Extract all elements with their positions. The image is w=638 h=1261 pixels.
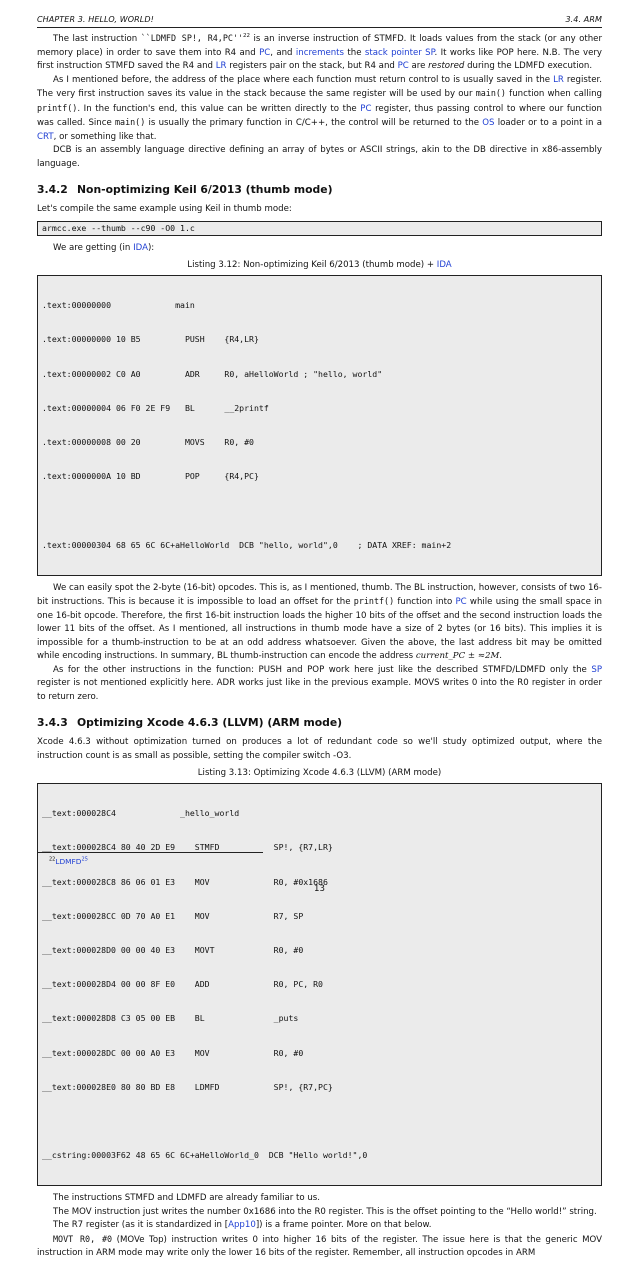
- code-line: [42, 1116, 597, 1127]
- paragraph-compile-intro: Let's compile the same example using Keil in thumb mode:: [37, 204, 292, 214]
- code-line: __text:000028E0 80 80 BD E8 LDMFD SP!, {R7,PC}: [42, 1081, 333, 1092]
- page-body: [37, 32, 602, 1261]
- link-pc[interactable]: PC: [455, 597, 467, 608]
- listing-3-12: [37, 275, 602, 575]
- link-pc[interactable]: PC: [360, 103, 372, 114]
- paragraph-return-address: As I mentioned before, the address of the place where each function must return control to is usually saved in the LR register. The very first instruction saves its value in the stack because the same register will be used by our main() function when calling printf(). In the function's end, this value can be written directly to the PC register, thus passing control to where our function was called. Since main() is usually the primary function in C/C++, the control will be returned to the OS loader or to a point in a CRT, or something like that.: [37, 74, 602, 142]
- link-ida[interactable]: IDA: [436, 260, 452, 271]
- code-line: .text:00000000 main: [42, 300, 195, 311]
- link-os[interactable]: OS: [482, 118, 495, 128]
- paragraph-getting: We are getting (in IDA):: [53, 242, 155, 253]
- code-line: .text:00000000 10 B5 PUSH {R4,LR}: [42, 334, 259, 345]
- code-line: .text:00000002 C0 A0 ADR R0, aHelloWorld ; "hello, world": [42, 368, 383, 379]
- link-pc[interactable]: PC: [397, 61, 409, 71]
- link-ida[interactable]: IDA: [133, 242, 148, 253]
- link-crt[interactable]: CRT: [37, 131, 54, 142]
- code-line: __cstring:00003F62 48 65 6C 6C+aHelloWorld_0 DCB "Hello world!",0: [42, 1150, 368, 1161]
- page-number: 13: [314, 884, 325, 894]
- listing-caption-3-12: Listing 3.12: Non-optimizing Keil 6/2013 (thumb mode) + IDA: [187, 260, 452, 271]
- link-lr[interactable]: LR: [215, 61, 227, 71]
- code-line: .text:0000000A 10 BD POP {R4,PC}: [42, 471, 259, 482]
- paragraph-stmfd-familiar: The instructions STMFD and LDMFD are already familiar to us.: [53, 1193, 321, 1204]
- paragraph-thumb-opcodes: We can easily spot the 2-byte (16-bit) opcodes. This is, as I mentioned, thumb. The BL instruction, however, consists of two 16-bit instructions. This is because it is impossible to load an offset for the printf() function into PC while using the small space in one 16-bit opcode. Therefore, the first 16-bit instruction loads the higher 10 bits of the offset and the second instruction loads the lower 11 bits of the offset. As I mentioned, all instructions in thumb mode have a size of 2 bytes (or 16 bits). This implies it is impossible for a thumb-instruction to be at an odd address whatsoever. Given the above, the last address bit may be omitted while encoding instructions. In summary, BL thumb-instruction can encode the address current_PC ± ≈2M.: [37, 582, 602, 662]
- code-line: .text:00000004 06 F0 2E F9 BL __2printf: [42, 402, 269, 413]
- link-increments[interactable]: increments: [295, 47, 345, 58]
- code-line: [42, 505, 597, 516]
- header-chapter: CHAPTER 3. HELLO, WORLD!: [37, 15, 154, 24]
- command-box: armcc.exe --thumb --c90 -O0 1.c: [37, 221, 602, 236]
- paragraph-r7: The R7 register (as it is standardized in [App10]) is a frame pointer. More on that below.: [53, 1220, 432, 1231]
- listing-3-13: [37, 783, 602, 1186]
- link-pc[interactable]: PC: [259, 47, 271, 58]
- math-expression: current_PC ± ≈2M: [415, 651, 500, 662]
- link-ldmfd[interactable]: LDMFD: [55, 857, 82, 866]
- paragraph-movt: MOVT R0, #0 (MOVe Top) instruction writes 0 into higher 16 bits of the register. The issue here is that the generic MOV instruction in ARM mode may write only the lower 16 bits of the register. Remember, all instruction opcodes in ARM: [37, 1233, 602, 1259]
- code-line: .text:00000304 68 65 6C 6C+aHelloWorld DCB "hello, world",0 ; DATA XREF: main+2: [42, 539, 452, 550]
- running-header: [37, 15, 602, 27]
- header-section: 3.4. ARM: [565, 15, 602, 24]
- code-line: __text:000028DC 00 00 A0 E3 MOV R0, #0: [42, 1047, 304, 1058]
- link-sp[interactable]: SP: [591, 664, 602, 675]
- section-heading-3-4-2: 3.4.2 Non-optimizing Keil 6/2013 (thumb mode): [37, 183, 333, 196]
- link-lr[interactable]: LR: [553, 74, 564, 85]
- paragraph-mov: The MOV instruction just writes the number 0x1686 into the R0 register. This is the offset pointing to the “Hello world!” string.: [53, 1206, 597, 1217]
- code-line: __text:000028D0 00 00 40 E3 MOVT R0, #0: [42, 944, 304, 955]
- document-page: [37, 0, 603, 1259]
- link-stack-pointer[interactable]: stack pointer SP: [364, 47, 435, 58]
- footnote-ref: 22: [243, 33, 251, 40]
- footnote: $^{22}$LDMFD$^{25}$: [49, 856, 88, 866]
- code-line: __text:000028C4 80 40 2D E9 STMFD SP!, {R7,LR}: [42, 842, 333, 853]
- paragraph-dcb: DCB is an assembly language directive defining an array of bytes or ASCII strings, akin to the DB directive in x86-assembly language.: [37, 145, 602, 169]
- code-line: __text:000028D8 C3 05 00 EB BL _puts: [42, 1013, 299, 1024]
- listing-caption-3-13: Listing 3.13: Optimizing Xcode 4.6.3 (LLVM) (ARM mode): [197, 768, 442, 779]
- section-heading-3-4-3: 3.4.3 Optimizing Xcode 4.6.3 (LLVM) (ARM mode): [37, 716, 343, 730]
- paragraph-ldmfd: The last instruction ``LDMFD SP!, $R4,PC''^{22}$ is an inverse instruction of STMFD. It loads values from the stack (or any other memory place) in order to save them into R4 and PC, and increments the stack pointer SP. It works like POP here. N.B. The very first instruction STMFD saved the R4 and LR registers pair on the stack, but R4 and PC are restored during the LDMFD execution.: [37, 33, 603, 71]
- code-line: __text:000028C8 86 06 01 E3 MOV R0, #0x1686: [42, 876, 328, 887]
- paragraph-other-instructions: As for the other instructions in the function: PUSH and POP work here just like the described STMFD/LDMFD only the SP register is not mentioned explicitly here. ADR works just like in the previous example. MOVS writes 0 into the R0 register in order to return zero.: [37, 664, 602, 702]
- code-line: __text:000028C4 _hello_world: [42, 808, 240, 819]
- footnote-rule: [37, 852, 263, 853]
- code-line: __text:000028D4 00 00 8F E0 ADD R0, PC, R0: [42, 979, 323, 990]
- code-line: __text:000028CC 0D 70 A0 E1 MOV R7, SP: [42, 910, 304, 921]
- code-line: .text:00000008 00 20 MOVS R0, #0: [42, 437, 254, 448]
- header-rule: [37, 27, 602, 28]
- link-app10[interactable]: App10: [228, 1220, 256, 1231]
- paragraph-xcode: Xcode 4.6.3 without optimization turned on produces a lot of redundant code so we'll study optimized output, where the instruction count is as small as possible, setting the compiler switch -O3.: [37, 737, 602, 761]
